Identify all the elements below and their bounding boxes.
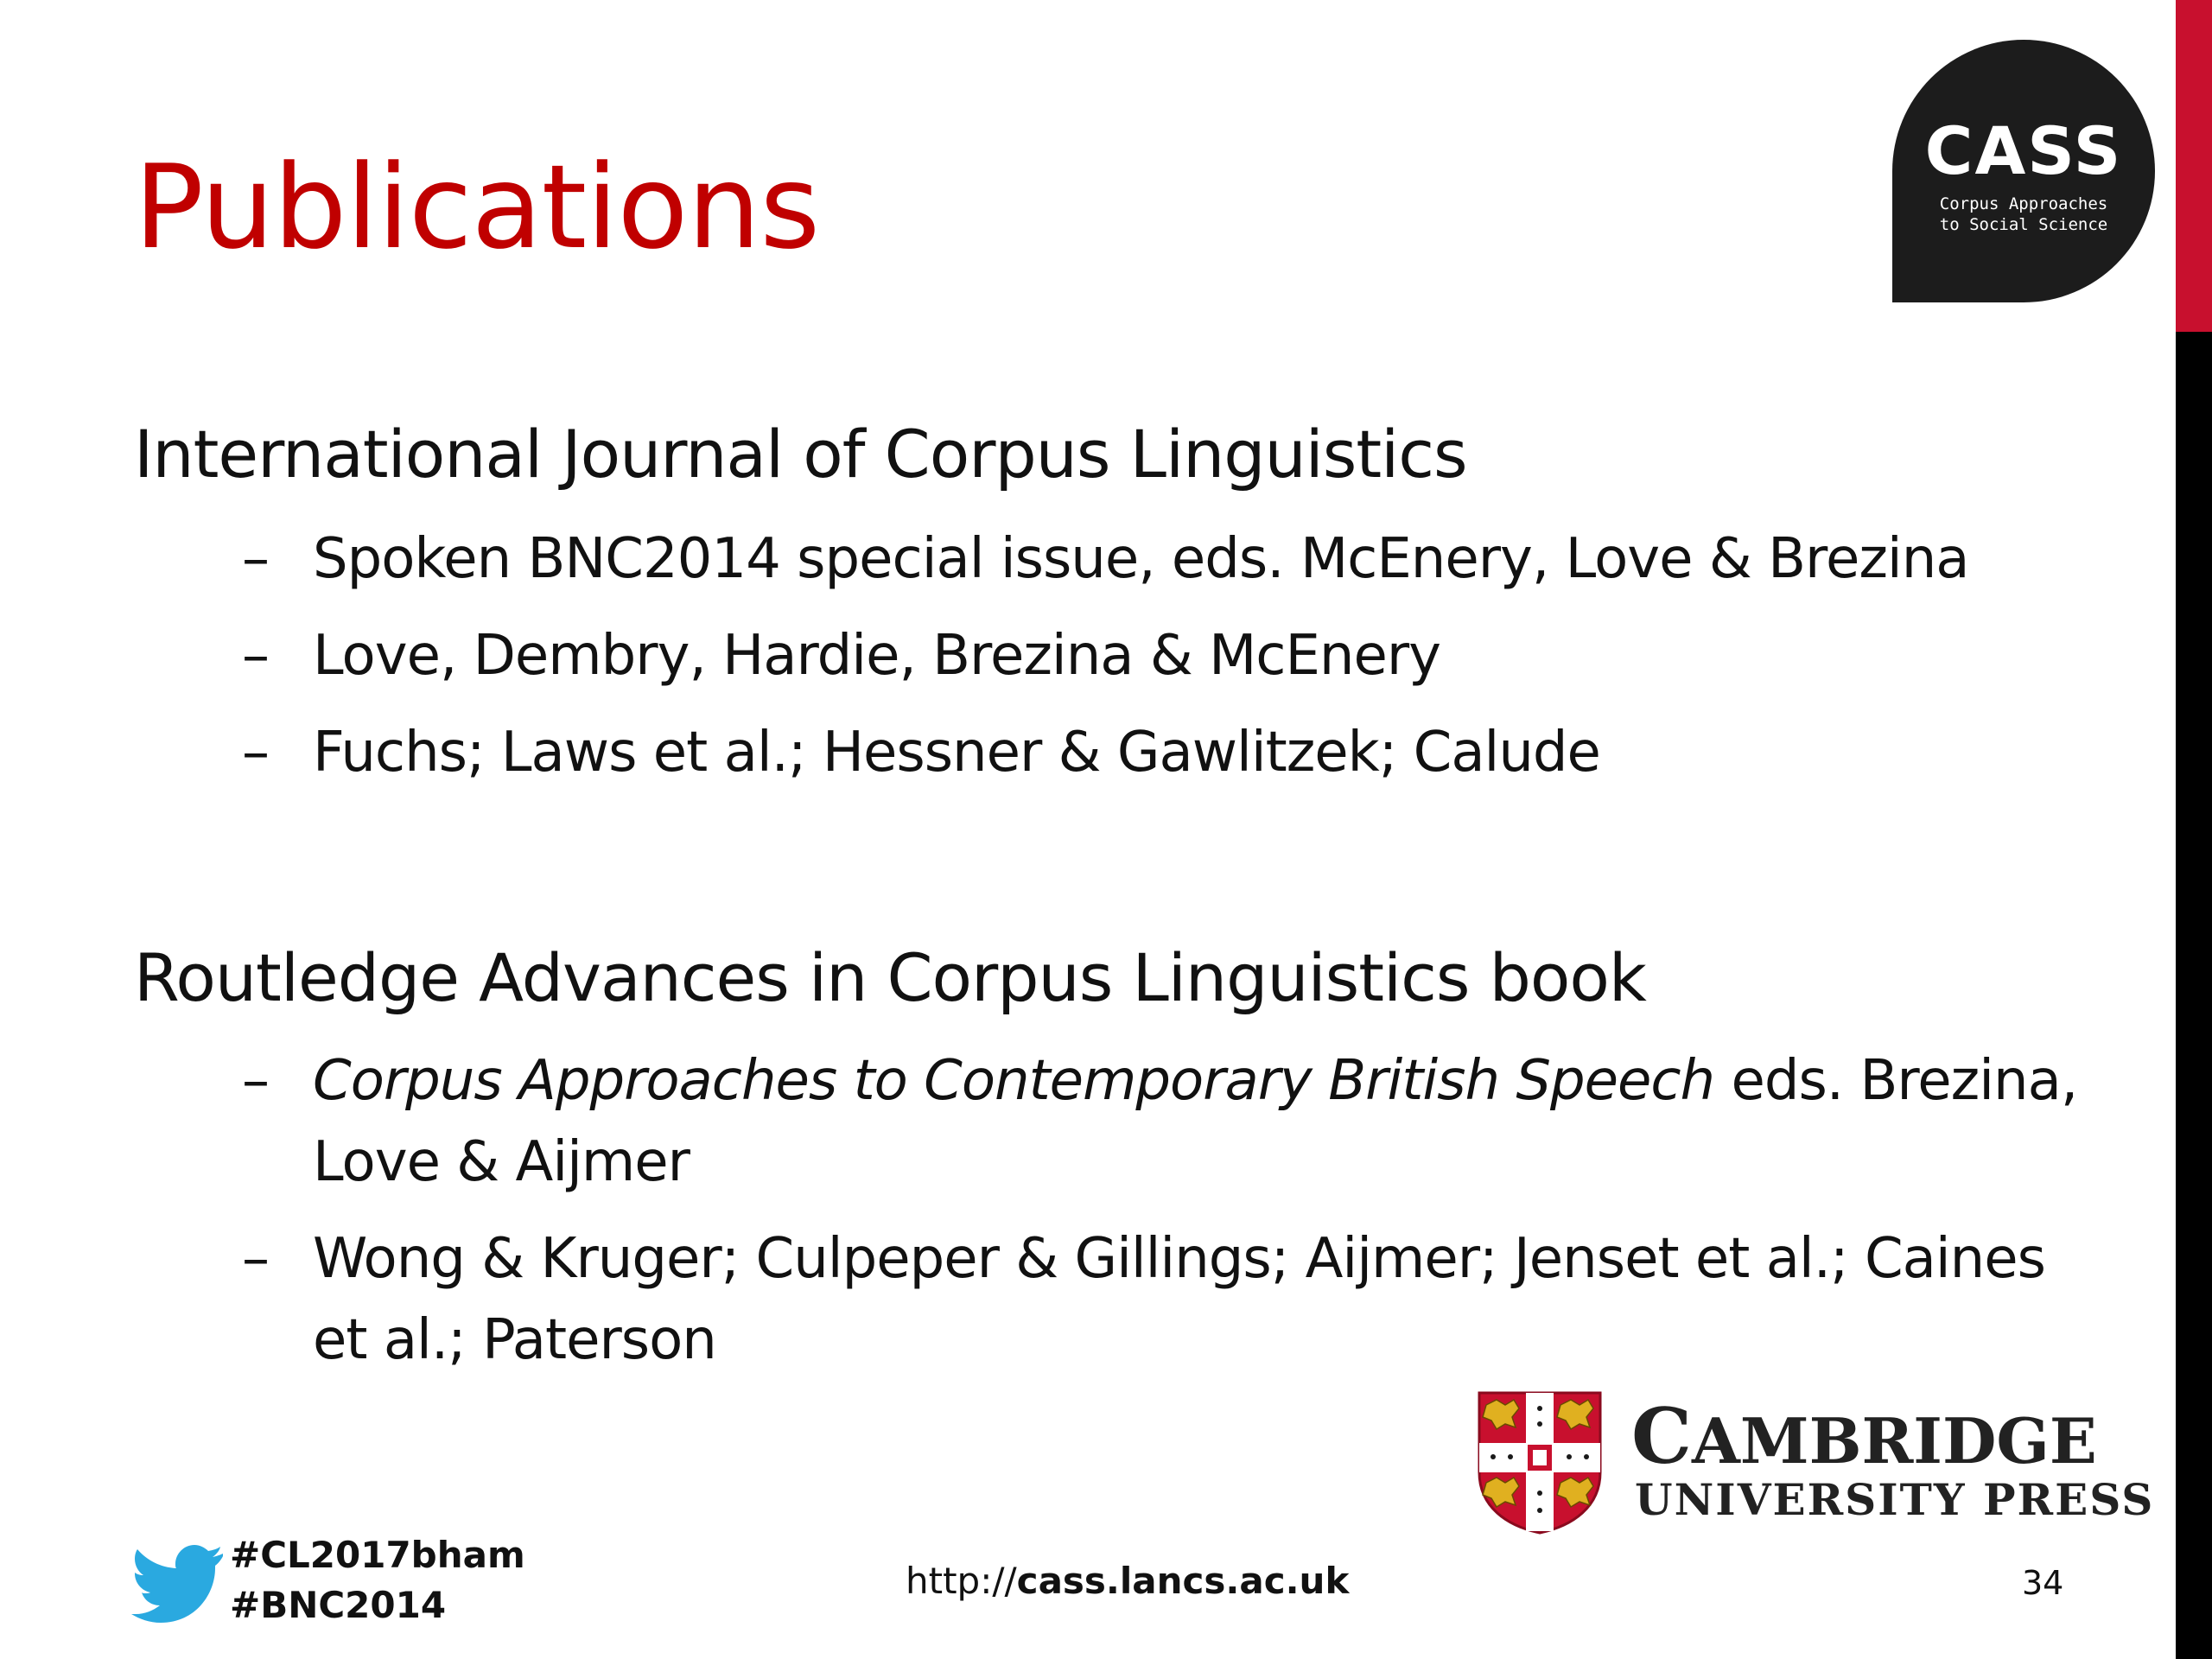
cambridge-subtitle: UNIVERSITY PRESS: [1635, 1474, 2155, 1525]
bullet-item: Spoken BNC2014 special issue, eds. McEnery, Love & Brezina: [313, 527, 1969, 591]
cambridge-wordmark-rest: AMBRIDGE: [1692, 1404, 2097, 1478]
url-prefix: http://: [906, 1560, 1017, 1602]
bullet-dash: –: [242, 624, 270, 688]
cambridge-university-press-logo: [1476, 1389, 2155, 1535]
bullet-item-text: eds. Brezina,: [1714, 1049, 2078, 1113]
bullet-item: [313, 1040, 2077, 1122]
cambridge-wordmark: [1631, 1393, 2097, 1484]
bullet-item: Wong & Kruger; Culpeper & Gillings; Aijmer; Jenset et al.; Caines: [313, 1227, 2045, 1291]
cambridge-wordmark-initial: C: [1631, 1391, 1693, 1481]
url-domain: cass.lancs.ac.uk: [1016, 1560, 1350, 1602]
bullet-dash: –: [242, 721, 270, 785]
cass-logo-line2: to Social Science: [1939, 215, 2108, 234]
cambridge-shield-icon: [1476, 1389, 1604, 1535]
book-title: Corpus Approaches to Contemporary British Speech: [313, 1049, 1715, 1113]
bullet-item: Fuchs; Laws et al.; Hessner & Gawlitzek; Calude: [313, 721, 1600, 785]
edge-bar-red: [2176, 0, 2212, 332]
hashtag: #CL2017bham: [230, 1534, 525, 1576]
bullet-dash: –: [242, 1227, 270, 1291]
hashtag: #BNC2014: [230, 1584, 447, 1626]
section-heading-routledge: Routledge Advances in Corpus Linguistics book: [134, 939, 1646, 1016]
bullet-dash: –: [242, 1049, 270, 1113]
section-heading-ijcl: International Journal of Corpus Linguistics: [134, 416, 1467, 493]
bullet-item: Love, Dembry, Hardie, Brezina & McEnery: [313, 624, 1441, 688]
cass-logo-name: CASS: [1924, 112, 2123, 189]
edge-bar-black: [2176, 332, 2212, 1659]
bullet-item-continuation: Love & Aijmer: [313, 1130, 690, 1194]
twitter-bird-icon: [130, 1543, 225, 1626]
slide-title: Publications: [134, 140, 820, 275]
cass-logo: [1892, 40, 2155, 302]
page-number: 34: [2022, 1564, 2064, 1602]
bullet-dash: –: [242, 527, 270, 591]
bullet-item-continuation: et al.; Paterson: [313, 1308, 716, 1372]
footer-url[interactable]: [906, 1557, 1349, 1605]
cass-logo-line1: Corpus Approaches: [1939, 194, 2108, 213]
